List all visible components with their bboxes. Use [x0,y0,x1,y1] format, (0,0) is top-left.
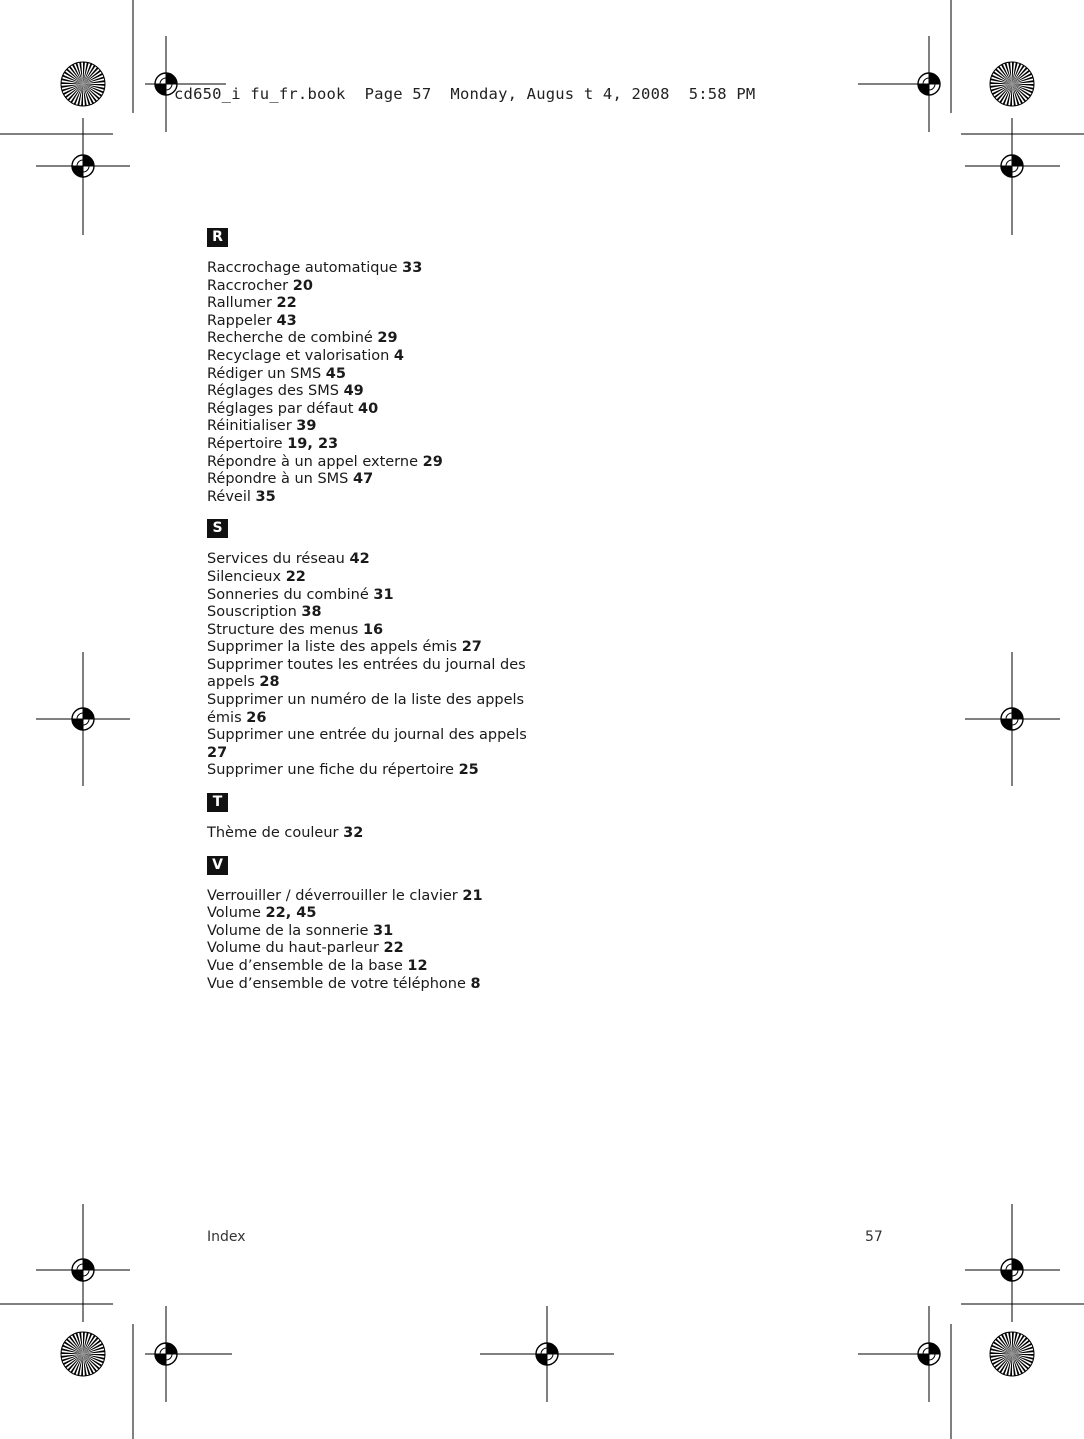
entry-page-number: 4 [393,347,405,364]
entry-page-number: 21 [462,887,483,904]
index-entry [207,940,627,958]
entry-text: Réinitialiser [207,418,292,435]
entry-text: Supprimer une entrée du journal des appels [207,727,527,744]
index-entry [207,260,627,278]
entry-page-number: 35 [255,488,276,505]
index-entry [207,383,627,401]
entry-text: Supprimer une fiche du répertoire [207,762,454,779]
entry-page-number: 27 [207,744,228,761]
entry-page-number: 39 [296,418,317,435]
index-entry [207,489,627,507]
entry-page-number: 16 [362,621,384,638]
entry-page-number: 12 [407,958,428,974]
entry-text: Supprimer un numéro de la liste des appels émis [207,692,525,726]
entry-page-number: 29 [377,330,398,347]
entry-text: Vue d’ensemble de votre téléphone [207,975,466,992]
entry-text: Répertoire [207,435,283,452]
entry-page-number: 32 [343,825,364,842]
index-entry [207,295,627,313]
section-letter: V [207,856,228,875]
index-entry [207,569,627,587]
index-entry [207,958,627,976]
entry-text: Réveil [207,488,251,505]
index-entry [207,639,627,657]
entry-page-number: 31 [373,922,394,939]
entry-text: Supprimer la liste des appels émis [207,639,458,656]
index-entry [207,418,627,436]
index-section [207,226,627,506]
index-entry [207,888,537,906]
section-letter: S [207,519,228,538]
entry-text: Supprimer toutes les entrées du journal des appels [207,656,526,691]
book-header: cd650_i fu_fr.book Page 57 Monday, Augus t 4, 2008 5:58 PM [174,85,756,103]
index-entry [207,825,627,843]
index-section [207,854,627,994]
index-entry [207,727,537,762]
index-entry [207,587,627,605]
index-entry [207,604,627,622]
entry-text: Répondre à un SMS [207,471,349,488]
entry-page-number: 40 [358,400,379,417]
entry-text: Raccrochage automatique [207,260,398,276]
index-entry [207,348,627,366]
entry-page-number: 22 [276,295,297,312]
index-section [207,791,627,843]
entry-text: Recyclage et valorisation [207,347,390,364]
index-list [207,226,627,1004]
entry-text: Souscription [207,604,297,621]
index-section [207,517,627,780]
entry-page-number: 43 [276,312,297,329]
entry-page-number: 49 [343,383,364,400]
entry-text: Vue d’ensemble de la base [207,958,403,974]
index-entry [207,471,627,489]
index-entry [207,905,627,923]
entry-page-number: 27 [461,639,482,656]
entry-text: Silencieux [207,568,282,585]
entry-text: Répondre à un appel externe [207,453,418,470]
index-entry [207,622,627,640]
entry-page-number: 38 [301,604,322,621]
section-letter: T [207,793,228,812]
footer-section-name: Index [207,1229,246,1245]
entry-text: Structure des menus [207,621,359,638]
entry-text: Volume [207,905,261,922]
index-entry [207,366,627,384]
index-entry [207,762,627,780]
entry-page-number: 29 [422,453,443,470]
entry-text: Volume de la sonnerie [207,922,369,939]
index-entry [207,401,627,419]
entry-text: Réglages par défaut [207,400,354,417]
section-letter: R [207,228,228,247]
entry-page-number: 20 [292,277,313,294]
entry-page-number: 33 [402,260,423,276]
entry-page-number: 22 [285,568,306,585]
index-entry [207,330,627,348]
entry-text: Rallumer [207,295,272,312]
entry-page-number: 19, 23 [287,435,339,452]
index-entry [207,454,627,472]
entry-page-number: 45 [325,365,346,382]
entry-text: Rédiger un SMS [207,365,322,382]
starburst-mark [61,1332,105,1376]
entry-text: Rappeler [207,312,272,329]
entry-text: Verrouiller / déverrouiller le clavier [207,887,458,904]
starburst-mark [61,62,105,106]
entry-text: Volume du haut-parleur [207,940,379,957]
entry-text: Sonneries du combiné [207,586,369,603]
entry-page-number: 26 [246,709,267,726]
footer-page-number: 57 [865,1229,883,1245]
entry-text: Services du réseau [207,551,345,568]
index-entry [207,976,627,994]
entry-page-number: 31 [373,586,394,603]
starburst-mark [990,1332,1034,1376]
index-entry [207,692,537,727]
entry-page-number: 8 [470,975,481,992]
index-entry [207,313,627,331]
index-entry [207,278,627,296]
index-entry [207,657,537,692]
starburst-mark [990,62,1034,106]
index-entry [207,923,627,941]
entry-page-number: 28 [259,674,280,691]
entry-page-number: 25 [458,762,479,779]
entry-page-number: 22 [383,940,404,957]
index-entry [207,436,627,454]
entry-text: Thème de couleur [207,825,339,842]
entry-page-number: 42 [349,551,370,568]
entry-page-number: 47 [353,471,374,488]
entry-text: Raccrocher [207,277,289,294]
entry-text: Recherche de combiné [207,330,373,347]
entry-text: Réglages des SMS [207,383,339,400]
index-entry [207,551,627,569]
entry-page-number: 22, 45 [265,905,317,922]
